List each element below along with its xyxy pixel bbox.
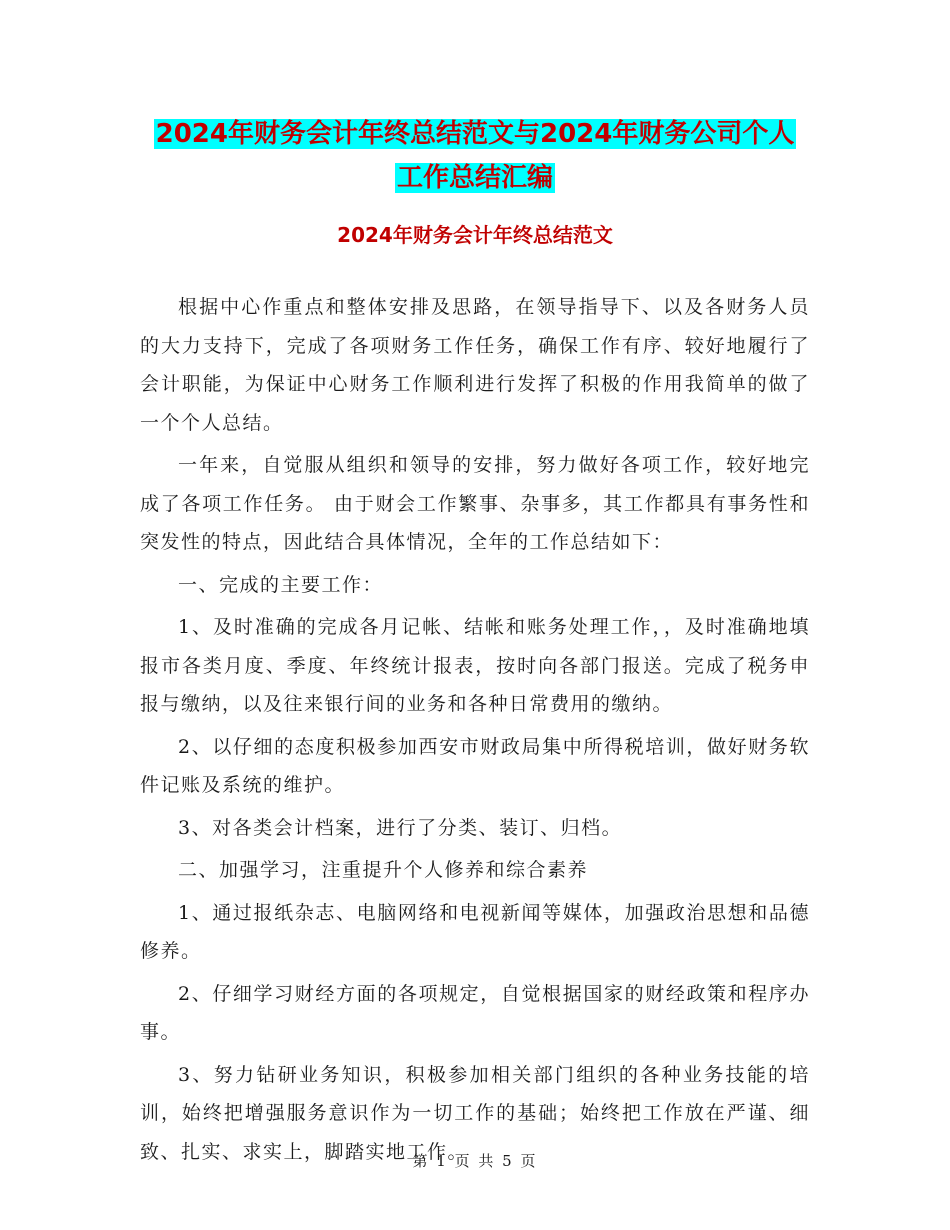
main-title-line-1: 2024年财务会计年终总结范文与2024年财务公司个人 bbox=[155, 119, 795, 149]
document-main-title bbox=[140, 112, 810, 200]
paragraph: 1、通过报纸杂志、电脑网络和电视新闻等媒体，加强政治思想和品德修养。 bbox=[140, 901, 810, 962]
document-body bbox=[140, 288, 810, 1175]
paragraph: 2、仔细学习财经方面的各项规定，自觉根据国家的财经政策和程序办事。 bbox=[140, 982, 810, 1043]
main-title-line-2: 工作总结汇编 bbox=[396, 163, 553, 193]
paragraph: 根据中心作重点和整体安排及思路，在领导指导下、以及各财务人员的大力支持下，完成了各项财务工作任务，确保工作有序、较好地履行了会计职能，为保证中心财务工作顺利进行发挥了积极的作用我简单的做了一个个人总结。 bbox=[140, 296, 810, 434]
page-number-footer: 第 1 页 共 5 页 bbox=[412, 1152, 538, 1170]
paragraph: 二、加强学习，注重提升个人修养和综合素养 bbox=[178, 859, 589, 881]
paragraph: 3、对各类会计档案，进行了分类、装订、归档。 bbox=[178, 816, 623, 839]
paragraph: 一年来，自觉服从组织和领导的安排，努力做好各项工作，较好地完成了各项工作任务。 由于财会工作繁事、杂事多，其工作都具有事务性和突发性的特点，因此结合具体情况，全年的工作总结如下： bbox=[140, 454, 810, 553]
paragraph: 一、完成的主要工作： bbox=[178, 573, 384, 596]
section-title: 2024年财务会计年终总结范文 bbox=[337, 223, 613, 247]
paragraph: 2、以仔细的态度积极参加西安市财政局集中所得税培训，做好财务软件记账及系统的维护。 bbox=[140, 735, 810, 796]
paragraph: 1、及时准确的完成各月记帐、结帐和账务处理工作，，及时准确地填报市各类月度、季度、年终统计报表，按时向各部门报送。完成了税务申报与缴纳，以及往来银行间的业务和各种日常费用的缴纳。 bbox=[140, 616, 810, 715]
paragraph: 3、努力钻研业务知识，积极参加相关部门组织的各种业务技能的培训，始终把增强服务意识作为一切工作的基础；始终把工作放在严谨、细致、扎实、求实上，脚踏实地工作。 bbox=[140, 1063, 810, 1163]
